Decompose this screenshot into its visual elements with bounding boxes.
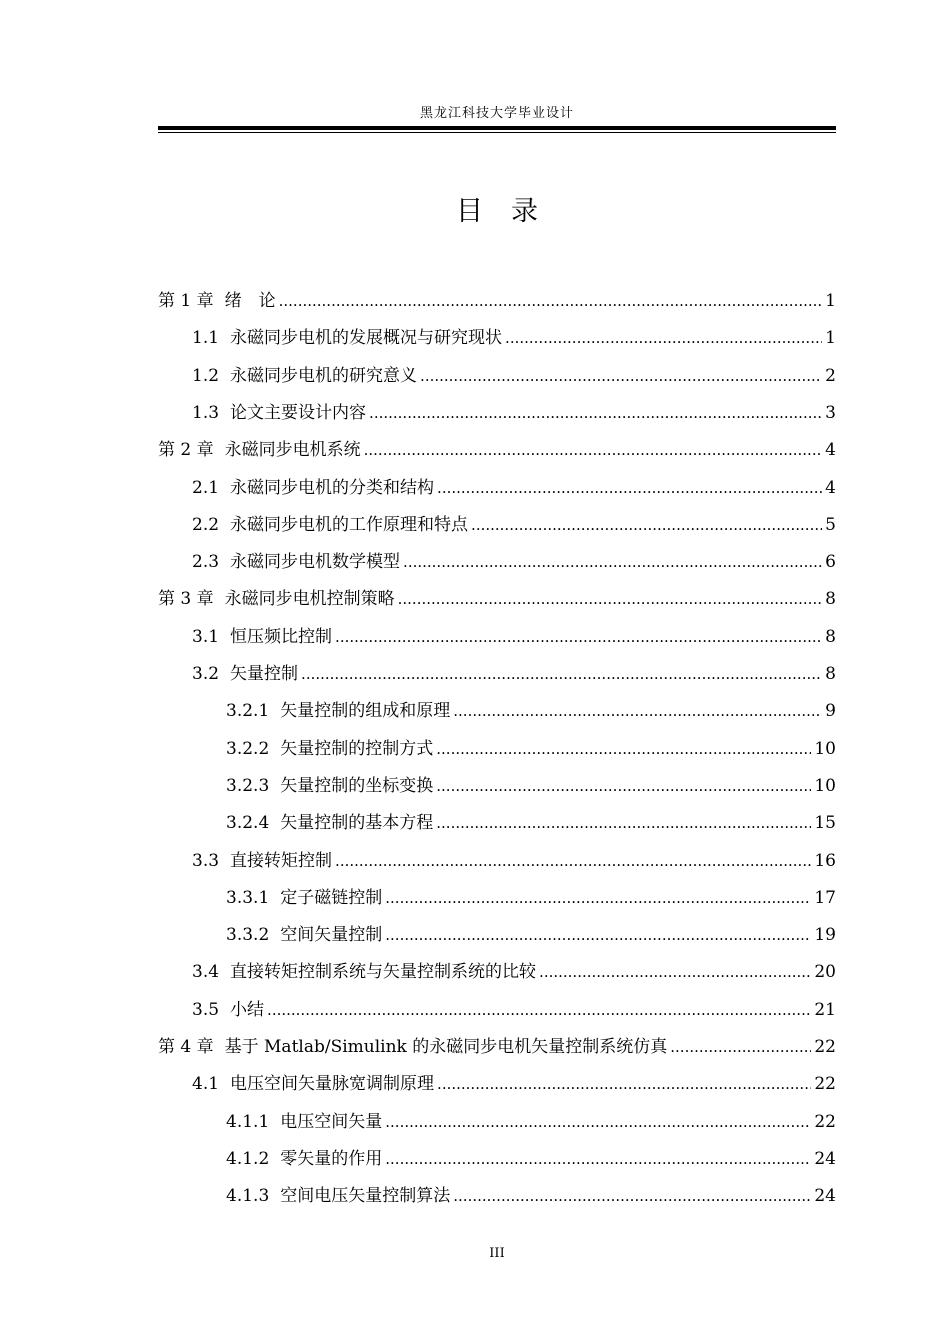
toc-entry[interactable] (158, 436, 836, 464)
toc-entry-page: 1 (825, 291, 836, 311)
toc-entry-label: 绪 论 (224, 291, 276, 311)
toc-entry-label: 零矢量的作用 (280, 1149, 383, 1169)
toc-entry-number: 2.3 (192, 552, 220, 572)
toc-dot-leader (436, 809, 811, 837)
toc-entry[interactable] (226, 884, 836, 912)
toc-entry-page: 8 (825, 664, 836, 684)
toc-entry-page: 9 (825, 701, 836, 721)
toc-entry[interactable] (158, 1033, 836, 1061)
toc-entry-label: 恒压频比控制 (230, 627, 333, 647)
toc-entry-page: 22 (814, 1112, 836, 1132)
toc-entry[interactable] (226, 735, 836, 763)
toc-dot-leader (398, 585, 823, 613)
toc-entry-page: 1 (825, 328, 836, 348)
toc-entry-page: 6 (825, 552, 836, 572)
toc-entry-page: 10 (814, 739, 836, 759)
toc-entry-number: 2.1 (192, 478, 220, 498)
toc-entry[interactable] (192, 548, 836, 576)
toc-dot-leader (453, 697, 822, 725)
toc-entry-number: 1.2 (192, 366, 220, 386)
toc-entry-label: 矢量控制的基本方程 (280, 813, 434, 833)
toc-entry-label: 小结 (230, 1000, 265, 1020)
toc-entry[interactable] (226, 921, 836, 949)
toc-dot-leader (539, 958, 811, 986)
toc-entry-number: 3.2.3 (226, 776, 270, 796)
toc-entry-label: 定子磁链控制 (280, 888, 383, 908)
toc-entry-number: 1.1 (192, 328, 220, 348)
toc-entry-number: 1.3 (192, 403, 220, 423)
toc-entry-number: 第 3 章 (158, 589, 214, 609)
toc-dot-leader (385, 1145, 811, 1173)
toc-entry-page: 10 (814, 776, 836, 796)
toc-entry-page: 8 (825, 589, 836, 609)
toc-dot-leader (437, 474, 822, 502)
toc-entry-page: 21 (814, 1000, 836, 1020)
toc-entry-number: 4.1 (192, 1074, 220, 1094)
toc-entry-number: 3.3.2 (226, 925, 270, 945)
toc-dot-leader (471, 511, 822, 539)
toc-entry-page: 4 (825, 478, 836, 498)
toc-entry-number: 第 2 章 (158, 440, 214, 460)
toc-entry-label: 论文主要设计内容 (230, 403, 367, 423)
toc-dot-leader (505, 324, 822, 352)
toc-entry-number: 4.1.1 (226, 1112, 270, 1132)
toc-entry-number: 2.2 (192, 515, 220, 535)
toc-entry-label: 永磁同步电机的发展概况与研究现状 (230, 328, 503, 348)
toc-entry-number: 3.5 (192, 1000, 220, 1020)
header-rule-thin (158, 132, 836, 133)
toc-entry[interactable] (192, 1070, 836, 1098)
toc-dot-leader (335, 847, 811, 875)
toc-entry-number: 3.2.4 (226, 813, 270, 833)
toc-entry-page: 5 (825, 515, 836, 535)
toc-entry-number: 4.1.3 (226, 1186, 270, 1206)
toc-entry-label: 基于 Matlab/Simulink 的永磁同步电机矢量控制系统仿真 (224, 1037, 668, 1057)
toc-dot-leader (385, 921, 811, 949)
toc-dot-leader (335, 623, 822, 651)
toc-entry-number: 3.1 (192, 627, 220, 647)
toc-entry-number: 4.1.2 (226, 1149, 270, 1169)
toc-entry[interactable] (192, 623, 836, 651)
toc-dot-leader (279, 287, 823, 315)
toc-entry-page: 15 (814, 813, 836, 833)
toc-entry-page: 22 (814, 1037, 836, 1057)
toc-dot-leader (385, 884, 811, 912)
toc-entry-number: 3.3 (192, 851, 220, 871)
toc-entry-page: 22 (814, 1074, 836, 1094)
toc-entry-label: 永磁同步电机的研究意义 (230, 366, 418, 386)
toc-entry-label: 矢量控制的控制方式 (280, 739, 434, 759)
toc-entry[interactable] (226, 1108, 836, 1136)
toc-entry[interactable] (226, 697, 836, 725)
toc-title: 目录 (456, 196, 566, 227)
toc-entry-page: 19 (814, 925, 836, 945)
toc-entry[interactable] (192, 324, 836, 352)
toc-entry-number: 第 1 章 (158, 291, 214, 311)
toc-entry-label: 矢量控制的坐标变换 (280, 776, 434, 796)
toc-entry[interactable] (192, 474, 836, 502)
toc-entry-label: 永磁同步电机的分类和结构 (230, 478, 435, 498)
toc-dot-leader (301, 660, 822, 688)
header-rule-thick (158, 126, 836, 130)
toc-dot-leader (453, 1182, 811, 1210)
toc-entry-label: 矢量控制 (230, 664, 299, 684)
toc-entry[interactable] (226, 1182, 836, 1210)
toc-entry-label: 永磁同步电机控制策略 (224, 589, 395, 609)
toc-entry-page: 17 (814, 888, 836, 908)
toc-entry[interactable] (192, 511, 836, 539)
toc-entry-label: 直接转矩控制 (230, 851, 333, 871)
toc-entry-label: 电压空间矢量脉宽调制原理 (230, 1074, 435, 1094)
toc-entry-number: 3.3.1 (226, 888, 270, 908)
toc-dot-leader (436, 735, 811, 763)
toc-entry-number: 第 4 章 (158, 1037, 214, 1057)
toc-entry-label: 矢量控制的组成和原理 (280, 701, 451, 721)
toc-entry[interactable] (158, 585, 836, 613)
page-number: III (489, 1246, 505, 1261)
toc-entry-number: 3.2.1 (226, 701, 270, 721)
toc-dot-leader (437, 1070, 811, 1098)
toc-entry-label: 永磁同步电机系统 (224, 440, 361, 460)
toc-entry-page: 20 (814, 962, 836, 982)
toc-entry-label: 空间电压矢量控制算法 (280, 1186, 451, 1206)
toc-entry[interactable] (192, 660, 836, 688)
toc-dot-leader (436, 772, 811, 800)
toc-entry-label: 直接转矩控制系统与矢量控制系统的比较 (230, 962, 537, 982)
toc-dot-leader (364, 436, 823, 464)
toc-entry-number: 3.2.2 (226, 739, 270, 759)
toc-entry-number: 3.2 (192, 664, 220, 684)
toc-entry[interactable] (226, 1145, 836, 1173)
toc-entry-label: 永磁同步电机的工作原理和特点 (230, 515, 469, 535)
toc-entry[interactable] (192, 958, 836, 986)
toc-dot-leader (670, 1033, 811, 1061)
toc-entry-page: 2 (825, 366, 836, 386)
toc-entry[interactable] (158, 287, 836, 315)
toc-entry[interactable] (192, 399, 836, 427)
toc-entry-page: 24 (814, 1149, 836, 1169)
toc-entry-page: 24 (814, 1186, 836, 1206)
toc-entry-number: 3.4 (192, 962, 220, 982)
toc-entry-label: 永磁同步电机数学模型 (230, 552, 401, 572)
toc-entry-page: 3 (825, 403, 836, 423)
toc-entry-page: 4 (825, 440, 836, 460)
toc-entry-label: 电压空间矢量 (280, 1112, 383, 1132)
toc-entry-page: 16 (814, 851, 836, 871)
toc-dot-leader (420, 362, 822, 390)
toc-entry[interactable] (192, 996, 836, 1024)
running-header: 黑龙江科技大学毕业设计 (419, 106, 574, 121)
toc-dot-leader (267, 996, 811, 1024)
toc-entry-label: 空间矢量控制 (280, 925, 383, 945)
toc-dot-leader (385, 1108, 811, 1136)
toc-dot-leader (403, 548, 822, 576)
toc-entry[interactable] (226, 772, 836, 800)
toc-entry-page: 8 (825, 627, 836, 647)
toc-entry[interactable] (192, 362, 836, 390)
toc-entry[interactable] (192, 847, 836, 875)
toc-dot-leader (369, 399, 822, 427)
toc-entry[interactable] (226, 809, 836, 837)
